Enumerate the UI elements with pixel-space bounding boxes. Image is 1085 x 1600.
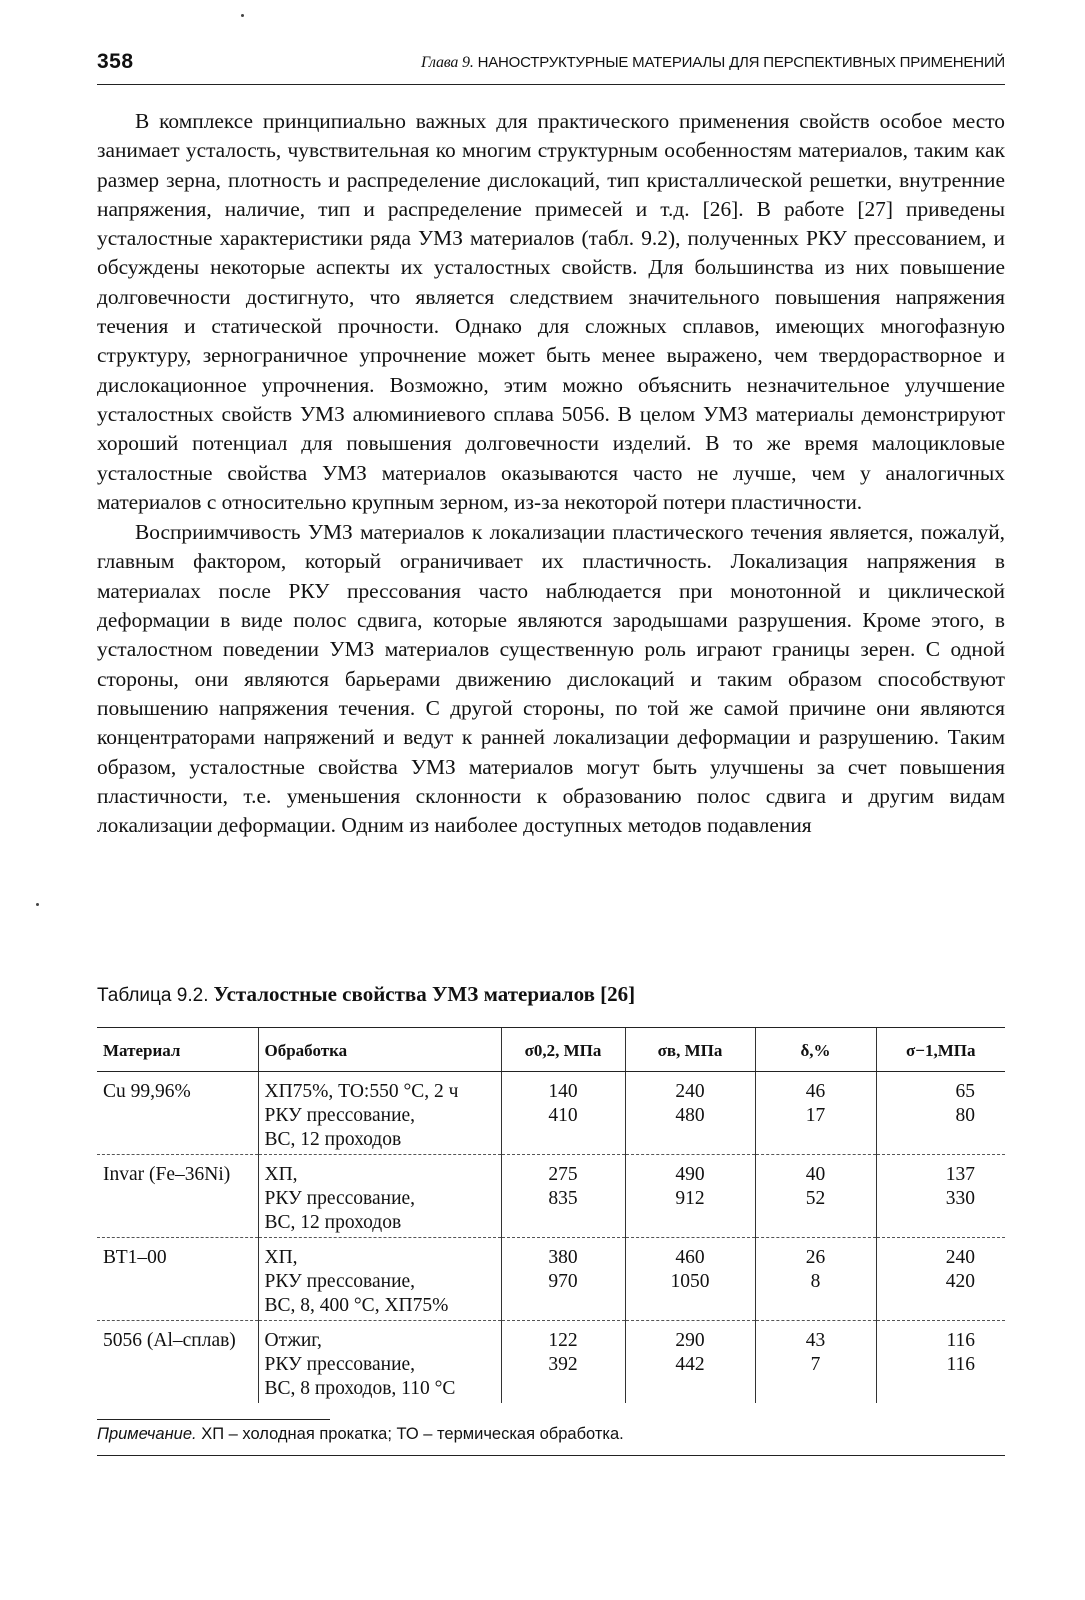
cell-line: 40 [805,1164,826,1185]
paragraph: В комплексе принципиально важных для практического применения свойств особое место занимает усталость, чувствительная ко многим структурным особенностям материалов, таким как размер зерна, плотность и распределение дислокаций, тип кристаллической решетки, внутренние напряжения, наличие, тип и распределение примесей и т.д. [26]. В работе [27] приведены усталостные характеристики ряда УМЗ материалов (табл. 9.2), полученных РКУ прессованием, и обсуждены некоторые аспекты их усталостных свойств. Для большинства из них повышение долговечности достигнуто, что является следствием значительного повышения напряжения течения и статической прочности. Однако для сложных сплавов, имеющих многофазную структуру, зернограничное упрочнение может быть менее выражено, чем твердорастворное и дислокационное упрочнения. Возможно, этим можно объяснить незначительное улучшение усталостных свойств УМЗ алюминиевого сплава 5056. В целом УМЗ материалы демонстрируют хороший потенциал для повышения долговечности изделий. В то же время малоцикловые усталостные свойства УМЗ материалов оказываются часто не лучше, чем у аналогичных материалов с относительно крупным зерном, из-за некоторой потери пластичности. [97,109,1005,514]
cell-line: 970 [548,1271,578,1292]
running-header [97,48,1005,85]
cell-line: 240 [945,1247,975,1268]
tensile-strength-cell [625,1072,755,1155]
cell-line: 275 [548,1164,578,1185]
tensile-strength-cell [625,1238,755,1321]
cell-line: 140 [548,1081,578,1102]
cell-line: 26 [805,1247,826,1268]
note-text: ХП – холодная прокатка; ТО – термическая обработка. [201,1425,624,1443]
table-note [97,1425,1005,1444]
table-row [97,1321,1005,1404]
cell-line: 410 [548,1105,578,1126]
column-header-elongation: δ,% [755,1028,876,1072]
cell-line: BC, 8, 400 °С, ХП75% [264,1295,449,1316]
column-header-tensile-strength: σв, МПа [625,1028,755,1072]
cell-line: BC, 12 проходов [264,1129,402,1150]
cell-line: 240 [675,1081,705,1102]
chapter-label: Глава 9. [420,54,474,71]
cell-line: ХП, [264,1247,298,1268]
yield-strength-cell [501,1155,625,1238]
elongation-cell [755,1072,876,1155]
scan-speck [36,903,39,906]
cell-line: 80 [955,1105,975,1126]
cell-line: 460 [675,1247,705,1268]
table-caption-title: Усталостные свойства УМЗ материалов [26] [213,982,636,1006]
treatment-cell [258,1072,501,1155]
fatigue-limit-cell [876,1155,1005,1238]
material-cell: Invar (Fe–36Ni) [97,1155,258,1238]
table-row [97,1155,1005,1238]
elongation-cell [755,1155,876,1238]
tensile-strength-cell [625,1155,755,1238]
cell-line: 835 [548,1188,578,1209]
treatment-cell [258,1321,501,1404]
page-number: 358 [97,50,134,73]
fatigue-limit-cell [876,1321,1005,1404]
cell-line: 122 [548,1330,578,1351]
cell-line: 52 [805,1188,826,1209]
paragraph: Восприимчивость УМЗ материалов к локализации пластического течения является, пожалуй, главным фактором, который ограничивает их пластичность. Локализация напряжения в материалах после РКУ прессования часто наблюдается при монотонной и циклической деформации в виде полос сдвига, которые являются зародышами разрушения. Кроме этого, в усталостном поведении УМЗ материалов существенную роль играют границы зерен. С одной стороны, они являются барьерами движению дислокаций и таким образом способствуют повышению напряжения течения. С другой стороны, по той же самой причине они являются концентраторами напряжений и ведут к ранней локализации деформации и разрушению. Таким образом, усталостные свойства УМЗ материалов могут быть улучшены за счет повышения пластичности, т.е. уменьшения склонности к образованию полос сдвига и другим видам локализации деформации. Одним из наиболее доступных методов подавления [97,520,1005,838]
table-caption [97,982,1005,1007]
tensile-strength-cell [625,1321,755,1404]
scan-speck [241,14,244,17]
table-row [97,1238,1005,1321]
cell-line: ХП, [264,1164,298,1185]
cell-line: Отжиг, [264,1330,322,1351]
table-bottom-rule [97,1455,1005,1456]
cell-line: 137 [945,1164,975,1185]
note-divider [97,1419,330,1420]
cell-line: 480 [675,1105,705,1126]
material-cell: ВТ1–00 [97,1238,258,1321]
cell-line: BC, 8 проходов, 110 °С [264,1378,456,1399]
cell-line: РКУ прессование, [264,1188,416,1209]
yield-strength-cell [501,1238,625,1321]
cell-line: 116 [946,1354,975,1375]
cell-line: 330 [945,1188,975,1209]
cell-line: РКУ прессование, [264,1105,416,1126]
cell-line: 442 [675,1354,705,1375]
cell-line: ХП75%, ТО:550 °С, 2 ч [264,1081,459,1102]
cell-line: 46 [805,1081,826,1102]
cell-line: 7 [810,1354,821,1375]
column-header-treatment: Обработка [258,1028,501,1072]
treatment-cell [258,1238,501,1321]
table-caption-label: Таблица 9.2. [97,985,209,1006]
yield-strength-cell [501,1072,625,1155]
cell-line: 380 [548,1247,578,1268]
cell-line: 8 [810,1271,821,1292]
cell-line: 290 [675,1330,705,1351]
fatigue-limit-cell [876,1238,1005,1321]
fatigue-properties-table [97,1027,1005,1403]
table-header-row [97,1028,1005,1072]
cell-line: РКУ прессование, [264,1271,416,1292]
cell-line: 912 [675,1188,705,1209]
column-header-yield-strength: σ0,2, МПа [501,1028,625,1072]
cell-line: 116 [946,1330,975,1351]
note-label: Примечание. [97,1425,197,1443]
material-cell: 5056 (Al–сплав) [103,1330,236,1351]
treatment-cell [258,1155,501,1238]
table-row [97,1072,1005,1155]
elongation-cell [755,1238,876,1321]
fatigue-limit-cell [876,1072,1005,1155]
cell-line: РКУ прессование, [264,1354,416,1375]
elongation-cell [755,1321,876,1404]
chapter-title: НАНОСТРУКТУРНЫЕ МАТЕРИАЛЫ ДЛЯ ПЕРСПЕКТИВНЫХ ПРИМЕНЕНИЙ [477,54,1005,71]
material-cell: Cu 99,96% [97,1072,258,1155]
cell-line: 490 [675,1164,705,1185]
running-head [421,54,1005,72]
cell-line: 1050 [670,1271,710,1292]
body-text [97,107,1005,840]
cell-line: 43 [805,1330,826,1351]
cell-line: 392 [548,1354,578,1375]
cell-line: 17 [805,1105,826,1126]
column-header-material: Материал [97,1028,258,1072]
cell-line: 65 [955,1081,975,1102]
cell-line: BC, 12 проходов [264,1212,402,1233]
cell-line: 420 [945,1271,975,1292]
column-header-fatigue-limit: σ−1,МПа [876,1028,1005,1072]
yield-strength-cell [501,1321,625,1404]
